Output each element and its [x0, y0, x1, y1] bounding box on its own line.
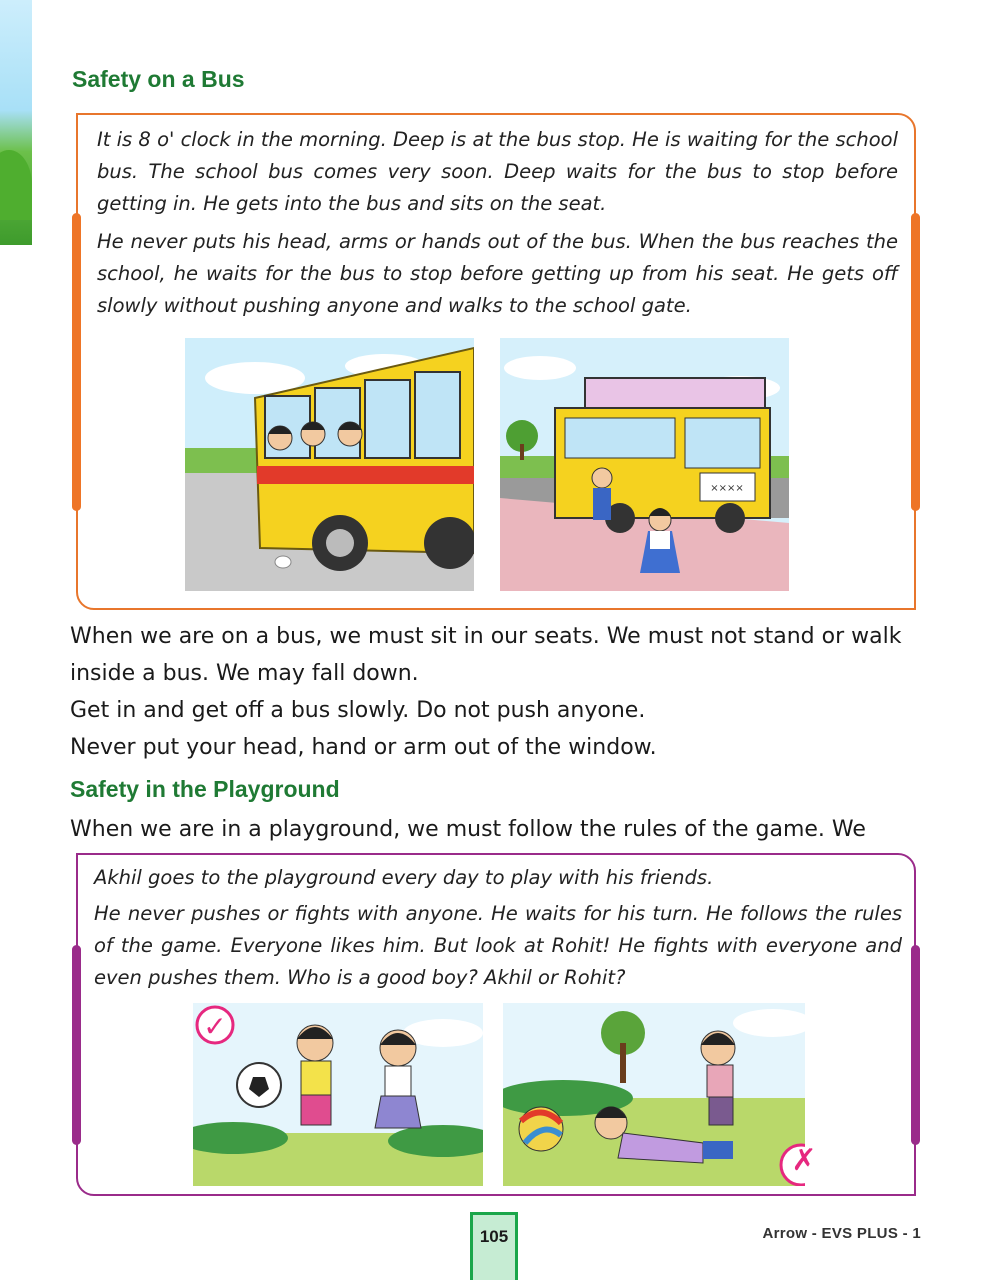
bus-story-paragraph-1: It is 8 o' clock in the morning. Deep is at the bus stop. He is waiting for the school bus. The school bus comes very soon. Deep waits for the bus to stop before getting in. He gets into the bus and sits on the seat.: [97, 128, 898, 215]
good-play-illustration: [193, 1003, 483, 1186]
side-decoration: [0, 0, 32, 245]
playground-story-paragraph-2: He never pushes or fights with anyone. He waits for his turn. He follows the rules of the game. Everyone likes him. But look at Rohit! He fights with everyone and even pushes them. Who is a good boy? Akhil or Rohit?: [94, 902, 902, 989]
bus-rule-paragraph-2: Get in and get off a bus slowly. Do not push anyone.: [70, 698, 646, 723]
book-title: Arrow - EVS PLUS - 1: [762, 1225, 921, 1242]
playground-rule-paragraph: When we are in a playground, we must follow the rules of the game. We: [70, 817, 866, 842]
bus-sign-text: ××××: [710, 483, 744, 494]
bus-rule-paragraph-3: Never put your head, hand or arm out of the window.: [70, 735, 657, 760]
bus-story-paragraph-2: He never puts his head, arms or hands out of the bus. When the bus reaches the school, he waits for the bus to stop before getting up from his seat. He gets off slowly without pushing anyone and walks to the school gate.: [97, 230, 898, 317]
section-heading-bus: Safety on a Bus: [72, 66, 245, 92]
wrong-mark: ✗: [791, 1143, 817, 1178]
bad-play-illustration: [503, 1003, 805, 1186]
bus-rule-paragraph-1: When we are on a bus, we must sit in our seats. We must not stand or walk inside a bus. We may fall down.: [70, 624, 902, 686]
page-number-box: [470, 1212, 518, 1280]
correct-mark: ✓: [203, 1010, 227, 1043]
page-number: 105: [479, 1227, 509, 1246]
playground-story-paragraph-1: Akhil goes to the playground every day to play with his friends.: [94, 866, 714, 889]
bus-exit-illustration: [500, 338, 789, 591]
bus-window-illustration: [185, 338, 474, 591]
section-heading-playground: Safety in the Playground: [70, 776, 340, 802]
